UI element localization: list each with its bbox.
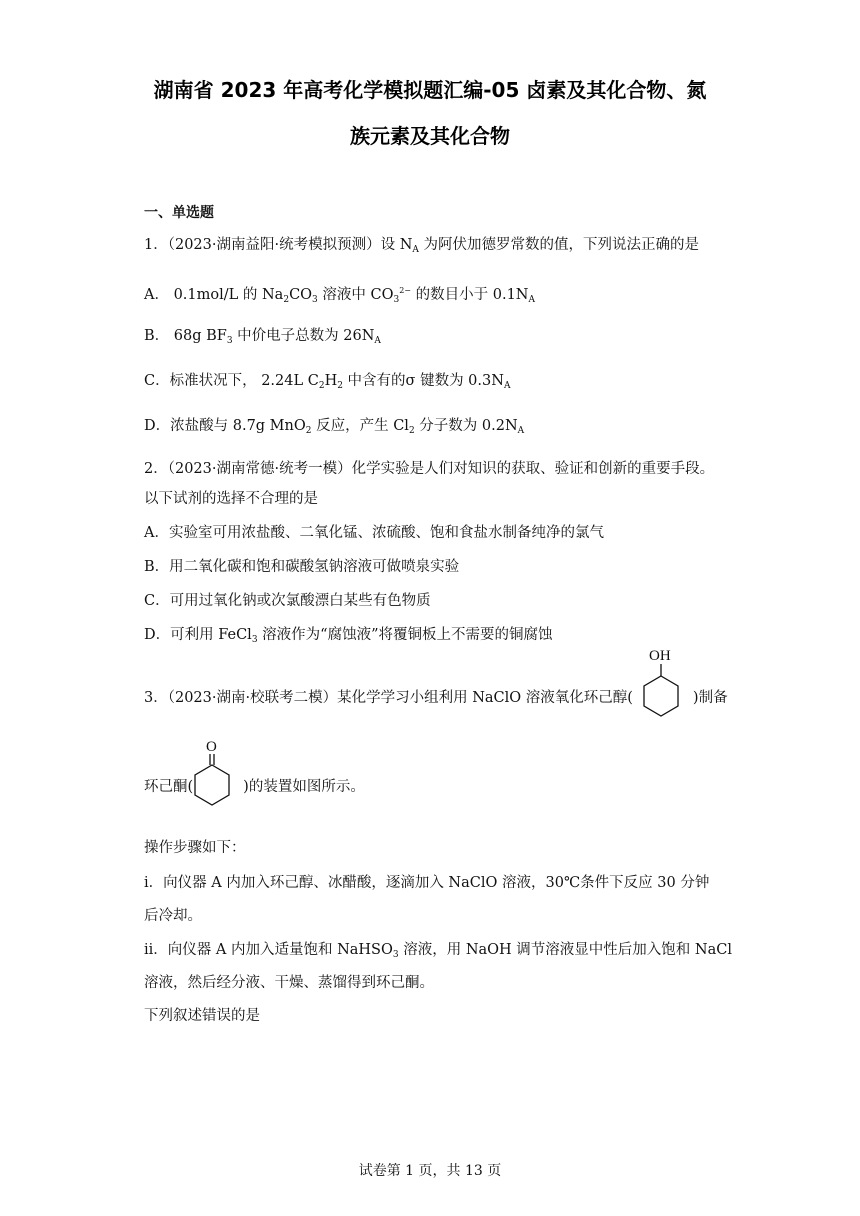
section-heading: 一、单选题 [144,205,214,221]
cyclohexanone-structure-icon [193,739,243,797]
question-1-option-a: A． 0.1mol/L 的 $Na_2CO_3$ 溶液中 $CO_3^{2-}$ 的数目小于 $0.1N_A$ [144,286,535,305]
steps-heading: 操作步骤如下： [144,840,246,856]
question-2-option-d: D．可利用 FeCl$_3$ 溶液作为“腐蚀液”将覆铜板上不需要的铜腐蚀 [144,627,553,645]
o-label: O [206,739,218,755]
question-2-option-a: A．实验室可用浓盐酸、二氧化锰、浓硫酸、饱和食盐水制备纯净的氯气 [144,525,604,541]
step-2-line2: 溶液，然后经分液、干燥、蒸馏得到环己酮。 [144,975,434,991]
question-2-stem-line1: 2．（2023·湖南常德·统考一模）化学实验是人们对知识的获取、验证和创新的重要手段。 [144,461,715,477]
question-3-stem: 3．（2023·湖南·校联考二模）某化学学习小组利用 NaClO 溶液氧化环己醇( OH )制备 [144,688,728,708]
step-1-line1: i．向仪器 A 内加入环己醇、冰醋酸，逐滴加入 NaClO 溶液，30℃条件下反应 30 分钟 [144,875,710,891]
question-3-ask: 下列叙述错误的是 [144,1008,260,1024]
question-1-option-d: D．浓盐酸与 8.7g MnO$_2$ 反应，产生 $Cl_2$ 分子数为 $0.2N_A$ [144,418,525,436]
cyclohexanol-structure-icon [633,648,693,708]
page-footer: 试卷第 1 页，共 13 页 [358,1163,502,1179]
question-2-option-c: C．可用过氧化钠或次氯酸漂白某些有色物质 [144,593,431,609]
document-title-line2: 族元素及其化合物 [350,124,510,148]
question-3-stem-line2: 环己酮( O )的装置如图所示。 [144,777,365,797]
step-1-line2: 后冷却。 [144,908,202,924]
document-title-line1: 湖南省 2023 年高考化学模拟题汇编-05 卤素及其化合物、氮 [153,78,707,102]
question-1-stem: 1．（2023·湖南益阳·统考模拟预测）设 $N_A$ 为阿伏加德罗常数的值，下列说法正确的是 [144,237,699,255]
question-2-stem-line2: 以下试剂的选择不合理的是 [144,491,318,507]
question-1-option-c: C．标准状况下， 2.24L $C_2H_2$ 中含有的σ 键数为 $0.3N_A$ [144,373,511,391]
step-2-line1: ii．向仪器 A 内加入适量饱和 NaHSO$_3$ 溶液，用 NaOH 调节溶液显中性后加入饱和 NaCl [144,942,732,960]
question-2-option-b: B．用二氧化碳和饱和碳酸氢钠溶液可做喷泉实验 [144,559,460,575]
oh-label: OH [648,648,671,664]
question-1-option-b: B． 68g $BF_3$ 中价电子总数为 $26N_A$ [144,328,381,346]
